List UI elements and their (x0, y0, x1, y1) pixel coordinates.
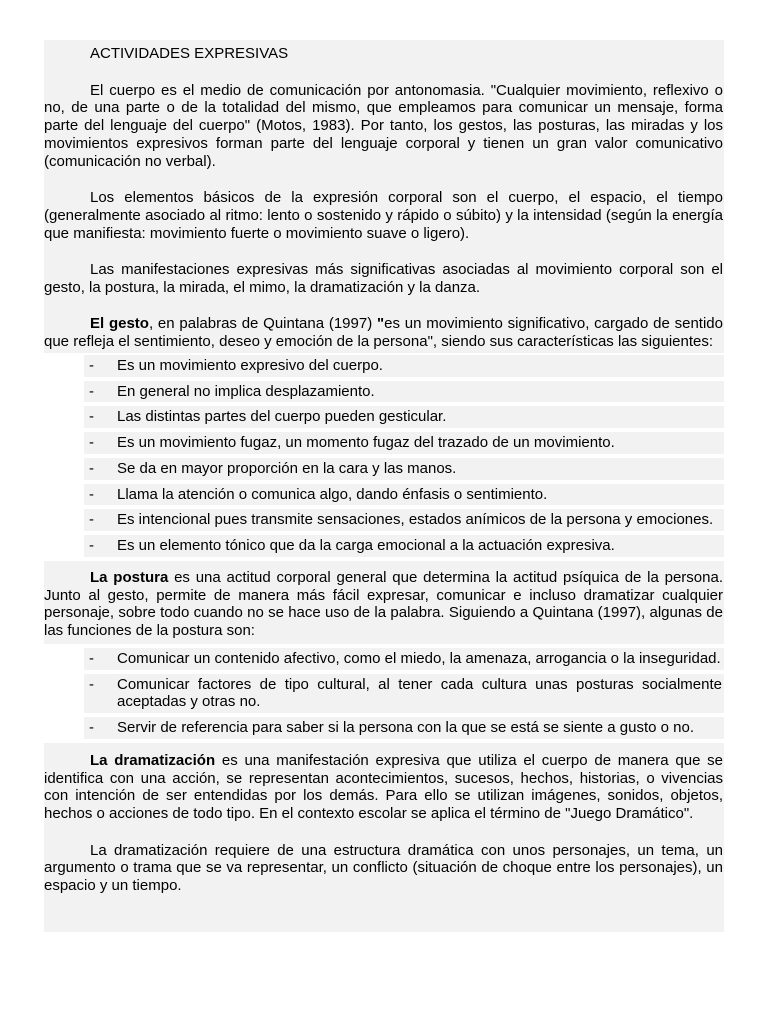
list-marker: - (89, 356, 94, 374)
list-item (84, 648, 724, 670)
postura-paragraph (44, 569, 723, 640)
list-item-text: Servir de referencia para saber si la persona con la que se está se siente a gusto o no. (117, 719, 695, 737)
list-item-text: Las distintas partes del cuerpo pueden gesticular. (117, 408, 447, 426)
document-body (44, 40, 724, 932)
gesto-paragraph (44, 315, 723, 351)
gesto-characteristics-list (44, 353, 724, 557)
list-item (84, 674, 724, 714)
list-item-text: Se da en mayor proporción en la cara y las manos. (117, 459, 457, 477)
list-marker: - (89, 485, 94, 503)
list-item-text: Es un movimiento expresivo del cuerpo. (117, 356, 383, 374)
intro-paragraph-2: Los elementos básicos de la expresión corporal son el cuerpo, el espacio, el tiempo (generalmente asociado al ritmo: lento o sostenido y rápido o súbito) y la intensidad (según la energía que manifiesta: movimiento fuerte o movimiento suave o ligero). (44, 189, 723, 242)
list-marker: - (89, 459, 94, 477)
list-item-text: Comunicar un contenido afectivo, como el miedo, la amenaza, arrogancia o la inseguridad. (117, 649, 721, 667)
list-item (84, 458, 724, 480)
list-item-text: En general no implica desplazamiento. (117, 382, 375, 400)
list-item-text: Es un movimiento fugaz, un momento fugaz del trazado de un movimiento. (117, 434, 615, 452)
list-marker: - (89, 434, 94, 452)
dramatizacion-term: La dramatización (90, 751, 216, 769)
list-marker: - (89, 719, 94, 737)
list-item-text: Es intencional pues transmite sensaciones, estados anímicos de la persona y emociones. (117, 511, 714, 529)
list-item (84, 406, 724, 428)
list-marker: - (89, 649, 94, 667)
gesto-open-quote: " (376, 315, 385, 333)
list-item (84, 484, 724, 506)
list-marker: - (89, 537, 94, 555)
list-marker: - (89, 511, 94, 529)
list-item (84, 432, 724, 454)
list-marker: - (89, 382, 94, 400)
postura-term: La postura (90, 568, 169, 586)
postura-text: es una actitud corporal general que determina la actitud psíquica de la persona. Junto al gesto, permite de manera más fácil expresar, comunicar e incluso dramatizar cualquier personaje, sobre todo cuando no se hace uso de la palabra. Siguiendo a Quintana (1997), algunas de las funciones de la postura son: (44, 568, 723, 640)
list-marker: - (89, 408, 94, 426)
list-marker: - (89, 675, 94, 693)
list-item (84, 535, 724, 557)
shaded-section (44, 40, 724, 353)
list-item (84, 509, 724, 531)
list-item (84, 355, 724, 377)
closing-paragraph: La dramatización requiere de una estructura dramática con unos personajes, un tema, un argumento o trama que se va representar, un conflicto (situación de choque entre los personajes), un espacio y un tiempo. (44, 841, 723, 895)
list-item (84, 381, 724, 403)
list-item-text: Es un elemento tónico que da la carga emocional a la actuación expresiva. (117, 537, 615, 555)
gesto-term: El gesto (90, 315, 149, 333)
list-item-text: Llama la atención o comunica algo, dando énfasis o sentimiento. (117, 485, 548, 503)
gesto-definition-text: es un movimiento significativo, cargado de sentido que refleja el sentimiento, deseo y emoción de la persona", siendo sus características las siguientes: (44, 315, 723, 351)
dramatizacion-text: es una manifestación expresiva que utiliza el cuerpo de manera que se identifica con una acción, se representan acontecimientos, sucesos, hechos, historias, o vivencias con intención de ser entendidas por los demás. Para ello se utilizan imágenes, sonidos, objetos, hechos o acciones de todo tipo. En el contexto escolar se aplica el término de "Juego Dramático". (44, 751, 724, 823)
document-title: ACTIVIDADES EXPRESIVAS (90, 45, 289, 62)
shaded-section (44, 561, 724, 644)
intro-paragraph-3: Las manifestaciones expresivas más significativas asociadas al movimiento corporal son el gesto, la postura, la mirada, el mimo, la dramatización y la danza. (44, 261, 723, 296)
list-item (84, 717, 724, 739)
intro-paragraph-1: El cuerpo es el medio de comunicación por antonomasia. "Cualquier movimiento, reflexivo o no, de una parte o de la totalidad del mismo, que empleamos para comunicar un mensaje, forma parte del lenguaje del cuerpo" (Motos, 1983). Por tanto, los gestos, las posturas, las miradas y los movimientos expresivos forman parte del lenguaje corporal y tienen un gran valor comunicativo (comunicación no verbal). (44, 81, 723, 170)
postura-functions-list (44, 644, 724, 739)
gesto-lead-text: , en palabras de Quintana (1997) (148, 315, 377, 333)
shaded-section (44, 743, 724, 932)
list-item-text: Comunicar factores de tipo cultural, al tener cada cultura unas posturas socialmente aceptadas y otras no. (117, 675, 722, 711)
dramatizacion-paragraph (44, 752, 723, 823)
